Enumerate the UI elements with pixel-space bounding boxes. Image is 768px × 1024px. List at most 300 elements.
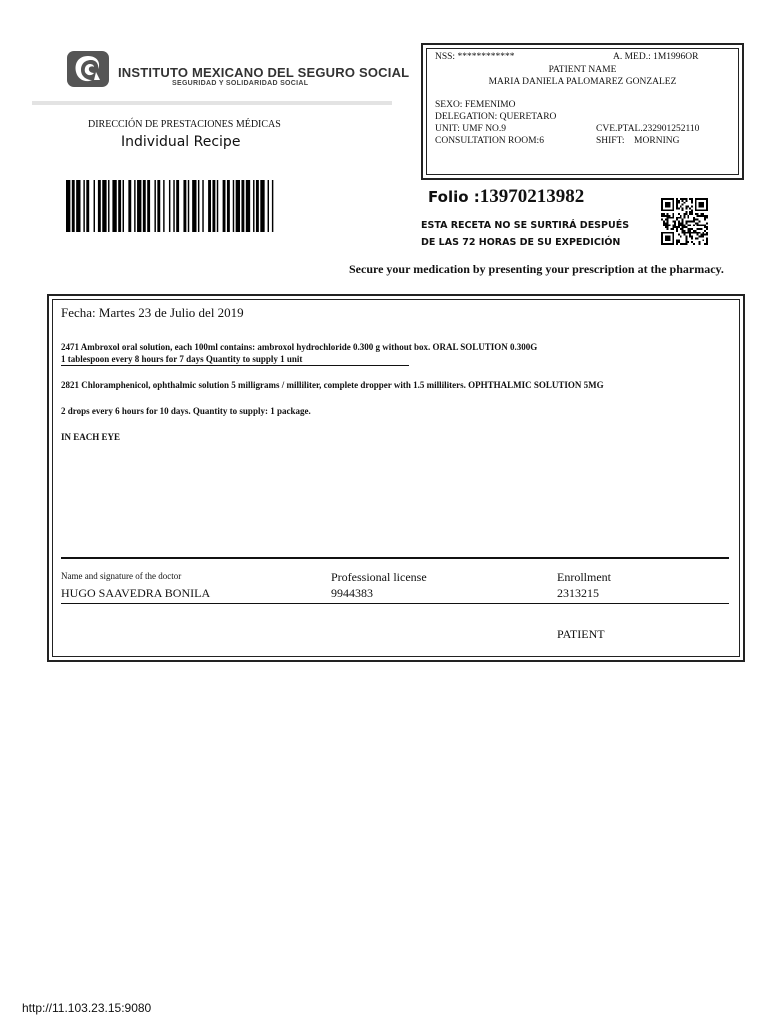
qr-module [687,224,689,226]
qr-module [678,207,680,209]
qr-module [702,239,704,241]
qr-module [691,237,693,239]
qr-module [685,241,687,243]
qr-module [665,243,667,245]
qr-module [685,236,687,238]
rx-item2-dosage: 2 drops every 6 hours for 10 days. Quantity to supply: 1 package. [61,406,311,416]
qr-module [672,206,674,208]
qr-module [667,215,669,217]
qr-module [700,213,702,215]
qr-module [667,222,669,224]
qr-module [699,202,701,204]
qr-module [663,232,665,234]
barcode-bar [83,180,84,232]
qr-module [661,206,663,208]
qr-module [674,221,676,223]
qr-module [693,221,695,223]
barcode-bar [212,180,215,232]
qr-module [661,237,663,239]
qr-module [706,228,708,230]
qr-module [682,219,684,221]
qr-module [665,237,667,239]
qr-module [695,209,697,211]
qr-module [672,198,674,200]
qr-module [676,241,678,243]
patient-info-box [421,43,744,180]
qr-module [699,224,701,226]
qr-module [702,202,704,204]
qr-module [699,215,701,217]
qr-module [706,237,708,239]
enrollment-label: Enrollment [557,570,611,584]
qr-module [661,234,663,236]
expiry-warning-line1: ESTA RECETA NO SE SURTIRÁ DESPUÉS [421,220,630,231]
delegation-field: DELEGATION: QUERETARO [435,112,557,122]
barcode-bar [157,180,160,232]
barcode-bar [94,180,95,232]
qr-module [678,224,680,226]
enrollment-value: 2313215 [557,586,599,600]
qr-module [706,207,708,209]
qr-module [684,232,686,234]
qr-module [667,236,669,238]
qr-module [706,202,708,204]
qr-module [695,198,697,200]
qr-module [672,224,674,226]
qr-module [661,243,663,245]
qr-module [680,217,682,219]
qr-module [697,209,699,211]
qr-module [682,232,684,234]
qr-module [699,209,701,211]
qr-module [697,219,699,221]
qr-module [669,206,671,208]
qr-module [685,198,687,200]
qr-module [693,219,695,221]
qr-module [674,224,676,226]
qr-module [706,222,708,224]
qr-module [687,230,689,232]
qr-module [665,232,667,234]
qr-module [665,226,667,228]
qr-module [661,215,663,217]
qr-module [684,243,686,245]
qr-module [682,209,684,211]
qr-module [676,230,678,232]
imss-logo [66,50,110,88]
qr-module [691,211,693,213]
qr-module [682,222,684,224]
qr-module [693,217,695,219]
qr-module [697,232,699,234]
qr-module [676,243,678,245]
qr-module [700,198,702,200]
qr-module [702,232,704,234]
shift-field: SHIFT: MORNING [596,136,680,146]
qr-module [699,206,701,208]
qr-module [695,207,697,209]
qr-module [665,222,667,224]
qr-code [659,198,710,245]
qr-module [689,224,691,226]
qr-module [676,200,678,202]
patient-name: MARIA DANIELA PALOMAREZ GONZALEZ [488,77,677,87]
qr-module [691,209,693,211]
qr-module [695,232,697,234]
qr-module [678,241,680,243]
qr-module [669,243,671,245]
qr-module [702,209,704,211]
qr-module [697,198,699,200]
qr-module [687,215,689,217]
qr-module [670,217,672,219]
qr-module [669,237,671,239]
footer-url: http://11.103.23.15:9080 [22,1001,152,1015]
qr-module [676,219,678,221]
qr-module [699,243,701,245]
barcode-bar [173,180,174,232]
qr-module [670,243,672,245]
qr-module [676,202,678,204]
qr-module [661,209,663,211]
qr-module [667,204,669,206]
rx-item1-underline [61,365,409,366]
qr-module [682,228,684,230]
qr-module [678,226,680,228]
qr-module [672,243,674,245]
qr-module [672,202,674,204]
qr-module [667,243,669,245]
qr-module [699,221,701,223]
qr-module [661,198,663,200]
qr-module [691,221,693,223]
license-value: 9944383 [331,586,373,600]
qr-module [685,237,687,239]
qr-module [706,217,708,219]
barcode-bar [176,180,179,232]
qr-module [678,222,680,224]
qr-module [704,224,706,226]
qr-module [700,209,702,211]
a-med-field: A. MED.: 1M1996OR [613,52,699,62]
qr-module [678,202,680,204]
qr-module [685,226,687,228]
barcode-bar [154,180,155,232]
qr-module [661,200,663,202]
qr-module [691,206,693,208]
qr-module [691,228,693,230]
document-title: Individual Recipe [121,134,241,150]
qr-module [682,221,684,223]
qr-module [702,224,704,226]
folio [428,186,584,208]
qr-module [685,221,687,223]
qr-module [667,232,669,234]
barcode-bar [202,180,203,232]
barcode-bar [147,180,150,232]
qr-module [684,224,686,226]
qr-module [665,202,667,204]
barcode-bar [128,180,131,232]
qr-module [704,230,706,232]
qr-module [669,215,671,217]
expiry-warning-line2: DE LAS 72 HORAS DE SU EXPEDICIÓN [421,237,621,248]
barcode-bar [123,180,124,232]
qr-module [676,239,678,241]
qr-module [669,224,671,226]
barcode-bar [72,180,75,232]
qr-module [689,207,691,209]
qr-module [706,209,708,211]
barcode-bar [183,180,186,232]
qr-module [676,226,678,228]
qr-module [663,224,665,226]
qr-module [667,239,669,241]
qr-module [706,215,708,217]
qr-module [697,237,699,239]
qr-module [667,237,669,239]
qr-module [691,198,693,200]
qr-module [697,234,699,236]
barcode-bar [188,180,189,232]
qr-module [682,204,684,206]
qr-module [684,215,686,217]
barcode-bar [118,180,121,232]
qr-module [693,232,695,234]
qr-module [665,236,667,238]
qr-module [706,234,708,236]
barcode-bar [108,180,109,232]
qr-module [678,239,680,241]
qr-module [663,222,665,224]
qr-module [702,213,704,215]
qr-module [669,239,671,241]
barcode-bar [192,180,196,232]
qr-module [687,221,689,223]
qr-module [661,204,663,206]
unit-field: UNIT: UMF NO.9 [435,124,507,134]
rx-item1-dosage: 1 tablespoon every 8 hours for 7 days Quantity to supply 1 unit [61,354,303,364]
rx-item1-description: 2471 Ambroxol oral solution, each 100ml contains: ambroxol hydrochloride 0.300 g without box. ORAL SOLUTION 0.300G [61,342,538,352]
qr-module [669,209,671,211]
qr-module [680,224,682,226]
qr-module [672,207,674,209]
qr-module [685,207,687,209]
qr-module [700,234,702,236]
qr-module [665,206,667,208]
qr-module [674,222,676,224]
qr-module [695,202,697,204]
qr-module [693,243,695,245]
barcode-bar [217,180,218,232]
qr-module [665,224,667,226]
qr-module [685,213,687,215]
signature-underline [61,603,729,604]
qr-module [706,206,708,208]
qr-module [661,241,663,243]
qr-module [704,226,706,228]
qr-module [665,239,667,241]
prescription-date: Fecha: Martes 23 de Julio del 2019 [61,305,244,320]
qr-module [706,241,708,243]
qr-module [682,198,684,200]
qr-module [678,213,680,215]
qr-module [691,241,693,243]
barcode-bar [268,180,269,232]
qr-module [670,232,672,234]
institute-name: INSTITUTO MEXICANO DEL SEGURO SOCIAL [118,65,410,80]
qr-module [699,232,701,234]
qr-module [667,224,669,226]
qr-module [695,219,697,221]
qr-module [697,215,699,217]
qr-module [680,243,682,245]
qr-module [667,217,669,219]
qr-module [695,204,697,206]
qr-module [669,198,671,200]
qr-module [704,219,706,221]
qr-module [689,198,691,200]
qr-module [693,224,695,226]
qr-module [661,202,663,204]
qr-module [672,239,674,241]
qr-module [676,204,678,206]
qr-module [667,228,669,230]
qr-module [676,207,678,209]
qr-module [685,232,687,234]
qr-module [700,204,702,206]
qr-module [689,234,691,236]
qr-module [706,232,708,234]
qr-module [702,215,704,217]
qr-module [667,219,669,221]
qr-module [691,236,693,238]
qr-module [697,224,699,226]
barcode-bar [134,180,135,232]
qr-module [674,226,676,228]
qr-module [706,243,708,245]
qr-module [682,200,684,202]
qr-module [700,228,702,230]
qr-module [672,236,674,238]
qr-module [680,228,682,230]
qr-module [682,243,684,245]
barcode-bar [102,180,106,232]
barcode-bar [246,180,250,232]
qr-module [700,215,702,217]
qr-module [691,213,693,215]
qr-module [667,202,669,204]
qr-module [685,200,687,202]
barcode-bar [112,180,116,232]
qr-module [676,206,678,208]
barcode-bar [241,180,244,232]
qr-module [663,198,665,200]
qr-module [685,222,687,224]
barcode-bar [169,180,170,232]
qr-module [691,202,693,204]
qr-module [669,204,671,206]
qr-module [685,206,687,208]
barcode-bar [227,180,230,232]
qr-module [704,209,706,211]
qr-module [665,219,667,221]
qr-module [704,234,706,236]
qr-module [702,236,704,238]
qr-module [689,228,691,230]
qr-module [672,213,674,215]
secure-notice: Secure your medication by presenting your prescription at the pharmacy. [349,262,724,276]
barcode-bar [233,180,234,232]
barcode-bar [76,180,80,232]
qr-module [704,215,706,217]
qr-module [669,232,671,234]
header-divider [32,101,392,105]
patient-name-label: PATIENT NAME [548,65,617,75]
qr-module [672,241,674,243]
qr-module [689,221,691,223]
qr-module [672,217,674,219]
qr-module [676,198,678,200]
qr-module [670,228,672,230]
qr-module [672,200,674,202]
qr-module [663,209,665,211]
barcode-bar [256,180,259,232]
qr-module [706,204,708,206]
barcode-bar [223,180,226,232]
qr-module [669,202,671,204]
qr-module [700,202,702,204]
qr-module [699,236,701,238]
qr-module [700,206,702,208]
qr-module [689,211,691,213]
qr-module [693,230,695,232]
qr-module [672,228,674,230]
qr-module [682,230,684,232]
qr-module [685,211,687,213]
qr-module [697,213,699,215]
qr-module [661,219,663,221]
signature-divider [61,557,729,559]
qr-module [667,198,669,200]
qr-module [678,200,680,202]
qr-module [667,206,669,208]
qr-module [661,213,663,215]
doctor-name: HUGO SAAVEDRA BONILA [61,586,211,600]
qr-module [697,222,699,224]
qr-module [672,221,674,223]
qr-module [665,198,667,200]
qr-module [706,198,708,200]
qr-module [670,209,672,211]
qr-module [684,202,686,204]
qr-module [697,228,699,230]
qr-module [689,230,691,232]
qr-module [663,243,665,245]
qr-module [695,200,697,202]
qr-module [670,198,672,200]
qr-module [663,221,665,223]
qr-module [702,206,704,208]
barcode-bar [98,180,101,232]
sex-field: SEXO: FEMENIMO [435,100,516,110]
qr-module [672,234,674,236]
qr-module [680,206,682,208]
qr-module [684,234,686,236]
qr-module [672,232,674,234]
qr-module [676,217,678,219]
barcode-bar [163,180,164,232]
